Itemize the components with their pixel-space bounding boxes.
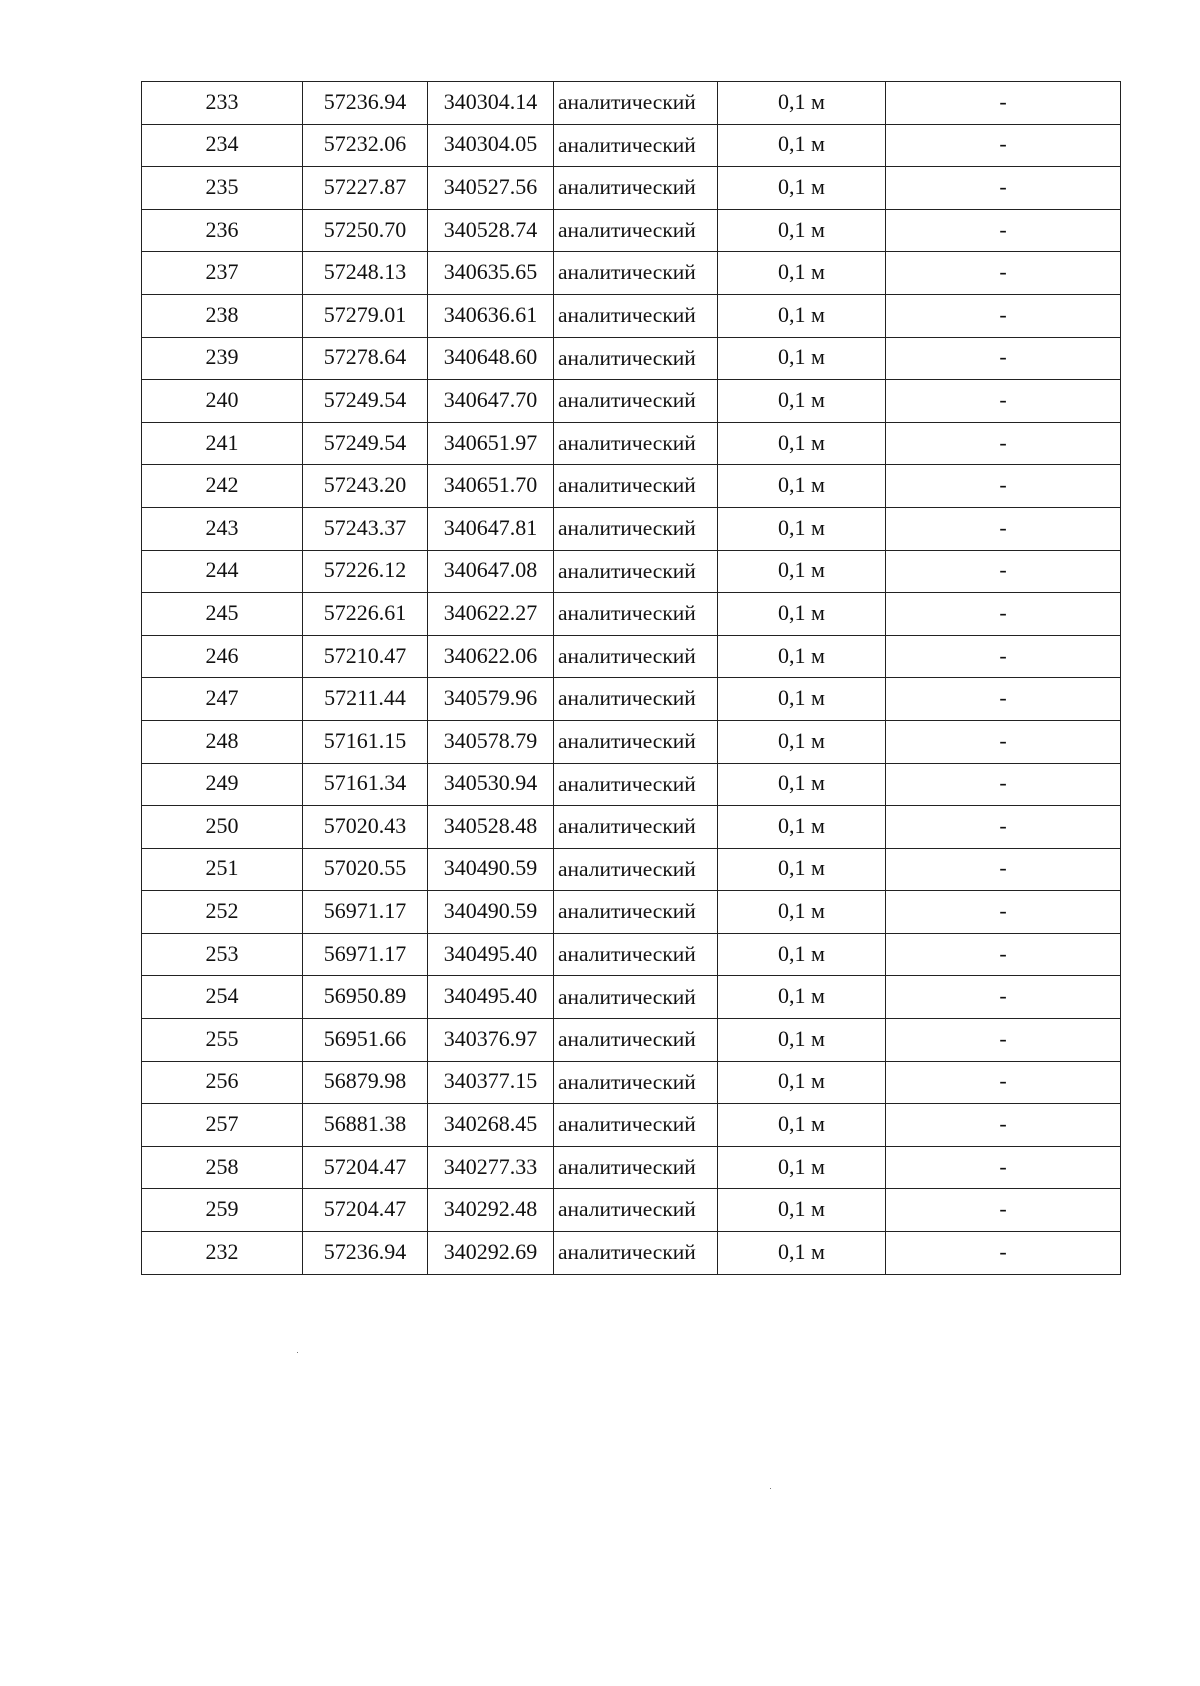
method-cell: аналитический [554,294,718,337]
point-number-cell: 258 [142,1146,303,1189]
y-coordinate-cell: 340530.94 [428,763,554,806]
point-number-cell: 242 [142,465,303,508]
table-row [142,82,1121,125]
method-cell: аналитический [554,933,718,976]
table-row [142,891,1121,934]
note-cell: - [886,167,1121,210]
y-coordinate-cell: 340528.48 [428,806,554,849]
x-coordinate-cell: 57249.54 [303,422,428,465]
point-number-cell: 254 [142,976,303,1019]
accuracy-cell: 0,1 м [718,678,886,721]
table-row [142,380,1121,423]
point-number-cell: 244 [142,550,303,593]
point-number-cell: 234 [142,124,303,167]
y-coordinate-cell: 340578.79 [428,720,554,763]
note-cell: - [886,933,1121,976]
point-number-cell: 243 [142,507,303,550]
note-cell: - [886,507,1121,550]
y-coordinate-cell: 340268.45 [428,1104,554,1147]
y-coordinate-cell: 340647.81 [428,507,554,550]
y-coordinate-cell: 340647.70 [428,380,554,423]
x-coordinate-cell: 57161.15 [303,720,428,763]
point-number-cell: 248 [142,720,303,763]
method-cell: аналитический [554,337,718,380]
table-row [142,1019,1121,1062]
point-number-cell: 249 [142,763,303,806]
note-cell: - [886,720,1121,763]
note-cell: - [886,678,1121,721]
table-row [142,422,1121,465]
accuracy-cell: 0,1 м [718,806,886,849]
accuracy-cell: 0,1 м [718,1061,886,1104]
accuracy-cell: 0,1 м [718,252,886,295]
table-row [142,593,1121,636]
accuracy-cell: 0,1 м [718,1189,886,1232]
y-coordinate-cell: 340495.40 [428,976,554,1019]
method-cell: аналитический [554,465,718,508]
table-row [142,933,1121,976]
method-cell: аналитический [554,635,718,678]
x-coordinate-cell: 57204.47 [303,1189,428,1232]
note-cell: - [886,209,1121,252]
table-row [142,635,1121,678]
table-row [142,465,1121,508]
accuracy-cell: 0,1 м [718,1104,886,1147]
method-cell: аналитический [554,1061,718,1104]
note-cell: - [886,763,1121,806]
point-number-cell: 241 [142,422,303,465]
point-number-cell: 235 [142,167,303,210]
x-coordinate-cell: 57250.70 [303,209,428,252]
y-coordinate-cell: 340635.65 [428,252,554,295]
point-number-cell: 251 [142,848,303,891]
y-coordinate-cell: 340636.61 [428,294,554,337]
method-cell: аналитический [554,976,718,1019]
point-number-cell: 240 [142,380,303,423]
method-cell: аналитический [554,167,718,210]
x-coordinate-cell: 57248.13 [303,252,428,295]
method-cell: аналитический [554,806,718,849]
note-cell: - [886,1104,1121,1147]
method-cell: аналитический [554,763,718,806]
accuracy-cell: 0,1 м [718,209,886,252]
table-row [142,1104,1121,1147]
point-number-cell: 245 [142,593,303,636]
y-coordinate-cell: 340277.33 [428,1146,554,1189]
method-cell: аналитический [554,124,718,167]
method-cell: аналитический [554,209,718,252]
y-coordinate-cell: 340292.48 [428,1189,554,1232]
y-coordinate-cell: 340376.97 [428,1019,554,1062]
y-coordinate-cell: 340622.27 [428,593,554,636]
point-number-cell: 257 [142,1104,303,1147]
note-cell: - [886,1061,1121,1104]
y-coordinate-cell: 340651.70 [428,465,554,508]
y-coordinate-cell: 340490.59 [428,891,554,934]
y-coordinate-cell: 340304.05 [428,124,554,167]
accuracy-cell: 0,1 м [718,635,886,678]
method-cell: аналитический [554,848,718,891]
table-row [142,1061,1121,1104]
y-coordinate-cell: 340528.74 [428,209,554,252]
table-row [142,294,1121,337]
y-coordinate-cell: 340490.59 [428,848,554,891]
method-cell: аналитический [554,550,718,593]
x-coordinate-cell: 57020.55 [303,848,428,891]
method-cell: аналитический [554,82,718,125]
accuracy-cell: 0,1 м [718,507,886,550]
note-cell: - [886,635,1121,678]
table-row [142,550,1121,593]
note-cell: - [886,380,1121,423]
accuracy-cell: 0,1 м [718,1232,886,1275]
coordinates-table [141,81,1121,1275]
point-number-cell: 236 [142,209,303,252]
x-coordinate-cell: 56971.17 [303,891,428,934]
note-cell: - [886,337,1121,380]
x-coordinate-cell: 56951.66 [303,1019,428,1062]
table-row [142,209,1121,252]
x-coordinate-cell: 57278.64 [303,337,428,380]
table-row [142,337,1121,380]
table-row [142,678,1121,721]
accuracy-cell: 0,1 м [718,380,886,423]
note-cell: - [886,806,1121,849]
y-coordinate-cell: 340304.14 [428,82,554,125]
note-cell: - [886,1146,1121,1189]
method-cell: аналитический [554,380,718,423]
point-number-cell: 233 [142,82,303,125]
note-cell: - [886,593,1121,636]
y-coordinate-cell: 340647.08 [428,550,554,593]
table-row [142,167,1121,210]
y-coordinate-cell: 340648.60 [428,337,554,380]
x-coordinate-cell: 57204.47 [303,1146,428,1189]
method-cell: аналитический [554,1146,718,1189]
table-row [142,1232,1121,1275]
y-coordinate-cell: 340495.40 [428,933,554,976]
accuracy-cell: 0,1 м [718,848,886,891]
x-coordinate-cell: 57161.34 [303,763,428,806]
accuracy-cell: 0,1 м [718,337,886,380]
x-coordinate-cell: 57236.94 [303,1232,428,1275]
x-coordinate-cell: 57210.47 [303,635,428,678]
accuracy-cell: 0,1 м [718,167,886,210]
y-coordinate-cell: 340527.56 [428,167,554,210]
point-number-cell: 250 [142,806,303,849]
method-cell: аналитический [554,593,718,636]
point-number-cell: 239 [142,337,303,380]
table-row [142,1146,1121,1189]
accuracy-cell: 0,1 м [718,891,886,934]
y-coordinate-cell: 340579.96 [428,678,554,721]
table-row [142,124,1121,167]
accuracy-cell: 0,1 м [718,1146,886,1189]
scan-speck [770,1488,771,1489]
table-row [142,507,1121,550]
point-number-cell: 252 [142,891,303,934]
x-coordinate-cell: 57020.43 [303,806,428,849]
point-number-cell: 259 [142,1189,303,1232]
x-coordinate-cell: 57236.94 [303,82,428,125]
note-cell: - [886,891,1121,934]
x-coordinate-cell: 57226.12 [303,550,428,593]
note-cell: - [886,550,1121,593]
y-coordinate-cell: 340377.15 [428,1061,554,1104]
x-coordinate-cell: 57226.61 [303,593,428,636]
note-cell: - [886,976,1121,1019]
x-coordinate-cell: 56881.38 [303,1104,428,1147]
point-number-cell: 247 [142,678,303,721]
table-row [142,976,1121,1019]
point-number-cell: 237 [142,252,303,295]
x-coordinate-cell: 56879.98 [303,1061,428,1104]
note-cell: - [886,465,1121,508]
x-coordinate-cell: 56950.89 [303,976,428,1019]
note-cell: - [886,294,1121,337]
note-cell: - [886,82,1121,125]
x-coordinate-cell: 57227.87 [303,167,428,210]
note-cell: - [886,1019,1121,1062]
x-coordinate-cell: 57249.54 [303,380,428,423]
point-number-cell: 253 [142,933,303,976]
method-cell: аналитический [554,1104,718,1147]
note-cell: - [886,124,1121,167]
point-number-cell: 255 [142,1019,303,1062]
x-coordinate-cell: 57243.20 [303,465,428,508]
table-row [142,763,1121,806]
table-row [142,720,1121,763]
accuracy-cell: 0,1 м [718,720,886,763]
y-coordinate-cell: 340292.69 [428,1232,554,1275]
table-row [142,806,1121,849]
method-cell: аналитический [554,891,718,934]
method-cell: аналитический [554,1232,718,1275]
point-number-cell: 232 [142,1232,303,1275]
method-cell: аналитический [554,1019,718,1062]
method-cell: аналитический [554,678,718,721]
accuracy-cell: 0,1 м [718,294,886,337]
method-cell: аналитический [554,720,718,763]
note-cell: - [886,252,1121,295]
accuracy-cell: 0,1 м [718,593,886,636]
method-cell: аналитический [554,1189,718,1232]
point-number-cell: 238 [142,294,303,337]
accuracy-cell: 0,1 м [718,422,886,465]
coordinates-table-body [142,82,1121,1275]
note-cell: - [886,1232,1121,1275]
note-cell: - [886,1189,1121,1232]
accuracy-cell: 0,1 м [718,550,886,593]
accuracy-cell: 0,1 м [718,124,886,167]
note-cell: - [886,848,1121,891]
x-coordinate-cell: 57243.37 [303,507,428,550]
accuracy-cell: 0,1 м [718,465,886,508]
y-coordinate-cell: 340622.06 [428,635,554,678]
method-cell: аналитический [554,507,718,550]
accuracy-cell: 0,1 м [718,82,886,125]
table-row [142,1189,1121,1232]
method-cell: аналитический [554,422,718,465]
method-cell: аналитический [554,252,718,295]
accuracy-cell: 0,1 м [718,1019,886,1062]
scan-speck [297,1352,298,1353]
x-coordinate-cell: 56971.17 [303,933,428,976]
x-coordinate-cell: 57232.06 [303,124,428,167]
x-coordinate-cell: 57279.01 [303,294,428,337]
y-coordinate-cell: 340651.97 [428,422,554,465]
point-number-cell: 246 [142,635,303,678]
note-cell: - [886,422,1121,465]
table-row [142,252,1121,295]
x-coordinate-cell: 57211.44 [303,678,428,721]
accuracy-cell: 0,1 м [718,933,886,976]
table-row [142,848,1121,891]
point-number-cell: 256 [142,1061,303,1104]
accuracy-cell: 0,1 м [718,763,886,806]
accuracy-cell: 0,1 м [718,976,886,1019]
